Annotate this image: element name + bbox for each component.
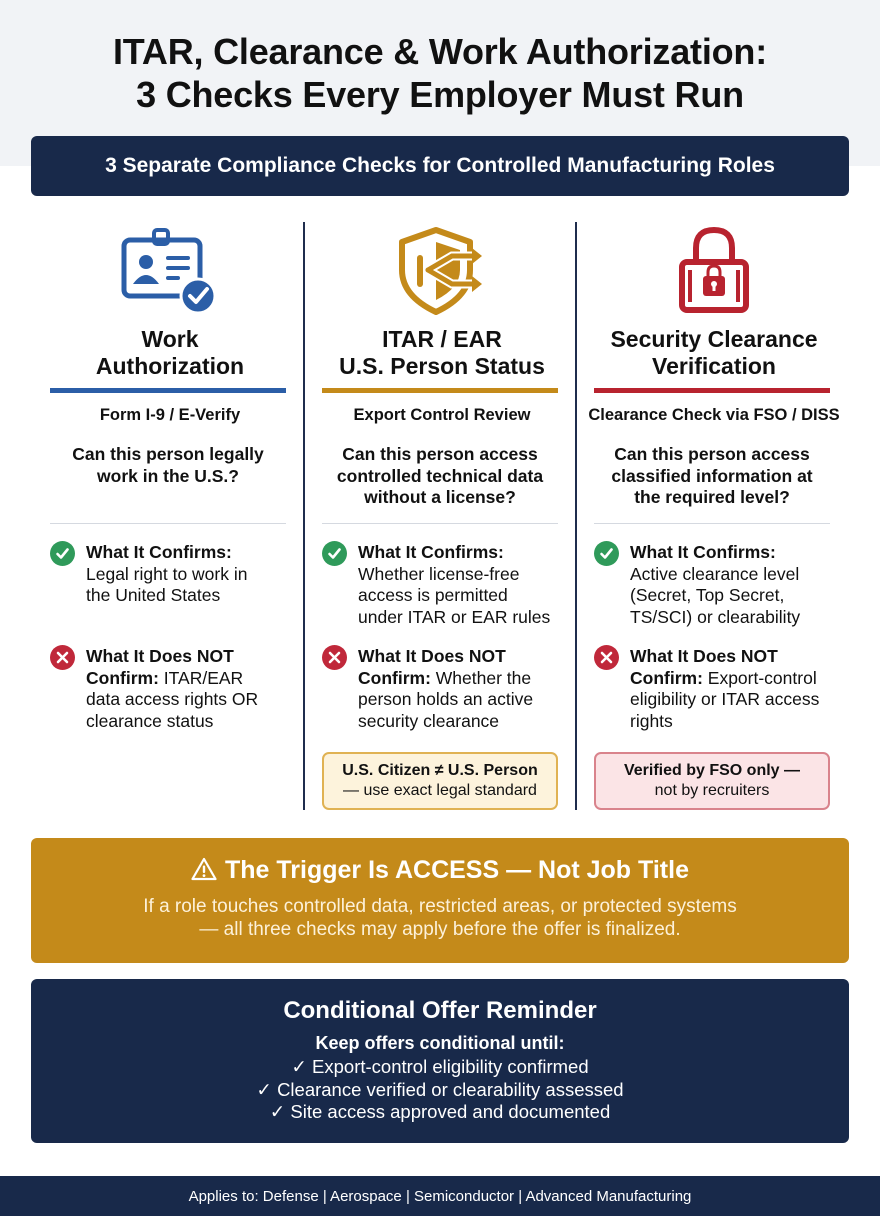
- not-confirms-text: [86, 646, 300, 732]
- offer-item-text: Export-control eligibility confirmed: [312, 1056, 589, 1077]
- offer-item: [31, 1101, 849, 1124]
- confirms-label: What It Confirms:: [358, 542, 504, 562]
- us-person-note: [322, 752, 558, 810]
- confirms-label: What It Confirms:: [86, 542, 232, 562]
- page-title-line-2: 3 Checks Every Employer Must Run: [136, 74, 744, 115]
- not-confirms-label: What It Does NOT: [358, 646, 506, 666]
- column-subtitle: Export Control Review: [353, 406, 531, 424]
- question-line: Can this person access: [614, 444, 810, 464]
- column-title: [574, 326, 854, 380]
- not-confirms-line: eligibility or ITAR access: [630, 689, 820, 709]
- not-confirms-label: Confirm:: [630, 667, 703, 688]
- checkmark-icon: ✓: [291, 1056, 313, 1077]
- footer: [0, 1176, 880, 1216]
- confirms-line: Active clearance level: [630, 563, 800, 584]
- question-line: Can this person access: [342, 444, 538, 464]
- footer-text: Applies to: Defense | Aerospace | Semiconductor | Advanced Manufacturing: [188, 1187, 692, 1205]
- offer-subtitle: Keep offers conditional until:: [315, 1033, 565, 1053]
- confirms-text: [86, 542, 300, 607]
- question-line: without a license?: [364, 487, 516, 507]
- question-line: Can this person legally: [72, 444, 264, 464]
- subtitle-text: 3 Separate Compliance Checks for Controlled Manufacturing Roles: [105, 154, 775, 177]
- question-line: controlled technical data: [336, 465, 544, 486]
- confirms-text: [630, 542, 844, 628]
- check-circle-icon: [50, 541, 75, 566]
- check-circle-icon: [322, 541, 347, 566]
- column-title-line: Work: [141, 326, 199, 352]
- conditional-offer-panel: [31, 979, 849, 1143]
- confirms-line: Legal right to work in: [86, 563, 248, 584]
- not-confirms-label: Confirm:: [358, 667, 431, 688]
- column-title-line: Verification: [652, 353, 776, 379]
- question-line: classified information at: [611, 465, 813, 486]
- column-title: [30, 326, 310, 380]
- not-confirms-line: Whether the: [435, 667, 532, 688]
- padlock-icon: [664, 222, 764, 318]
- column-accent-rule: [322, 388, 558, 393]
- not-confirms-line: person holds an active: [358, 689, 534, 709]
- column-separator: [594, 523, 830, 524]
- not-confirms-line: security clearance: [358, 710, 500, 731]
- trigger-title: [31, 856, 849, 885]
- question-line: work in the U.S.?: [97, 465, 239, 486]
- check-circle-icon: [594, 541, 619, 566]
- column-title: [302, 326, 582, 380]
- column-title-line: Security Clearance: [610, 326, 818, 352]
- warning-icon: [191, 857, 217, 881]
- column-accent-rule: [594, 388, 830, 393]
- page-title: [0, 30, 880, 116]
- fso-note: [594, 752, 830, 810]
- page-title-line-1: ITAR, Clearance & Work Authorization:: [113, 31, 767, 72]
- offer-item: [31, 1056, 849, 1079]
- x-circle-icon: [50, 645, 75, 670]
- not-confirms-line: Export-control: [707, 667, 817, 688]
- trigger-body: [31, 895, 849, 941]
- column-divider-left: [303, 222, 305, 810]
- x-circle-icon: [594, 645, 619, 670]
- confirms-line: (Secret, Top Secret,: [630, 585, 785, 605]
- column-accent-rule: [50, 388, 286, 393]
- column-title-line: Authorization: [95, 353, 245, 379]
- offer-checklist: [31, 1056, 849, 1124]
- column-separator: [322, 523, 558, 524]
- confirms-line: access is permitted: [358, 585, 508, 605]
- column-separator: [50, 523, 286, 524]
- confirms-text: [358, 542, 572, 628]
- id-card-check-icon: [120, 222, 220, 318]
- not-confirms-line: clearance status: [86, 710, 214, 731]
- offer-item-text: Site access approved and documented: [290, 1101, 611, 1122]
- x-circle-icon: [322, 645, 347, 670]
- trigger-line: If a role touches controlled data, restricted areas, or protected systems: [143, 896, 737, 917]
- shield-export-icon: [392, 222, 492, 318]
- checkmark-icon: ✓: [269, 1101, 291, 1122]
- column-question: [318, 444, 562, 509]
- trigger-title-text: The Trigger Is ACCESS — Not Job Title: [225, 856, 689, 884]
- note-line: not by recruiters: [654, 782, 770, 799]
- column-question: [590, 444, 834, 509]
- not-confirms-line: rights: [630, 710, 673, 731]
- confirms-line: under ITAR or EAR rules: [358, 606, 551, 627]
- confirms-line: Whether license-free: [358, 563, 520, 584]
- note-line: U.S. Citizen ≠ U.S. Person: [342, 762, 538, 779]
- offer-item-text: Clearance verified or clearability assessed: [277, 1078, 624, 1100]
- column-subtitle: Clearance Check via FSO / DISS: [588, 406, 840, 424]
- offer-title: Conditional Offer Reminder: [283, 997, 597, 1024]
- trigger-banner: [31, 838, 849, 963]
- confirms-line: TS/SCI) or clearability: [630, 606, 801, 627]
- not-confirms-text: [358, 646, 572, 732]
- note-line: Verified by FSO only —: [623, 762, 801, 779]
- question-line: the required level?: [634, 487, 790, 507]
- column-divider-right: [575, 222, 577, 810]
- not-confirms-line: ITAR/EAR: [163, 667, 244, 688]
- not-confirms-text: [630, 646, 844, 732]
- not-confirms-label: What It Does NOT: [630, 646, 778, 666]
- column-title-line: ITAR / EAR: [382, 326, 502, 352]
- not-confirms-label: What It Does NOT: [86, 646, 234, 666]
- confirms-line: the United States: [86, 585, 221, 605]
- not-confirms-line: data access rights OR: [86, 689, 259, 709]
- subtitle-banner: [31, 136, 849, 196]
- offer-item: [31, 1079, 849, 1102]
- trigger-line: — all three checks may apply before the offer is finalized.: [199, 919, 681, 940]
- checkmark-icon: ✓: [256, 1078, 278, 1100]
- confirms-label: What It Confirms:: [630, 542, 776, 562]
- note-line: — use exact legal standard: [343, 782, 537, 799]
- not-confirms-label: Confirm:: [86, 667, 159, 688]
- column-title-line: U.S. Person Status: [339, 353, 545, 379]
- column-question: [46, 444, 290, 487]
- column-subtitle: Form I-9 / E-Verify: [99, 406, 241, 424]
